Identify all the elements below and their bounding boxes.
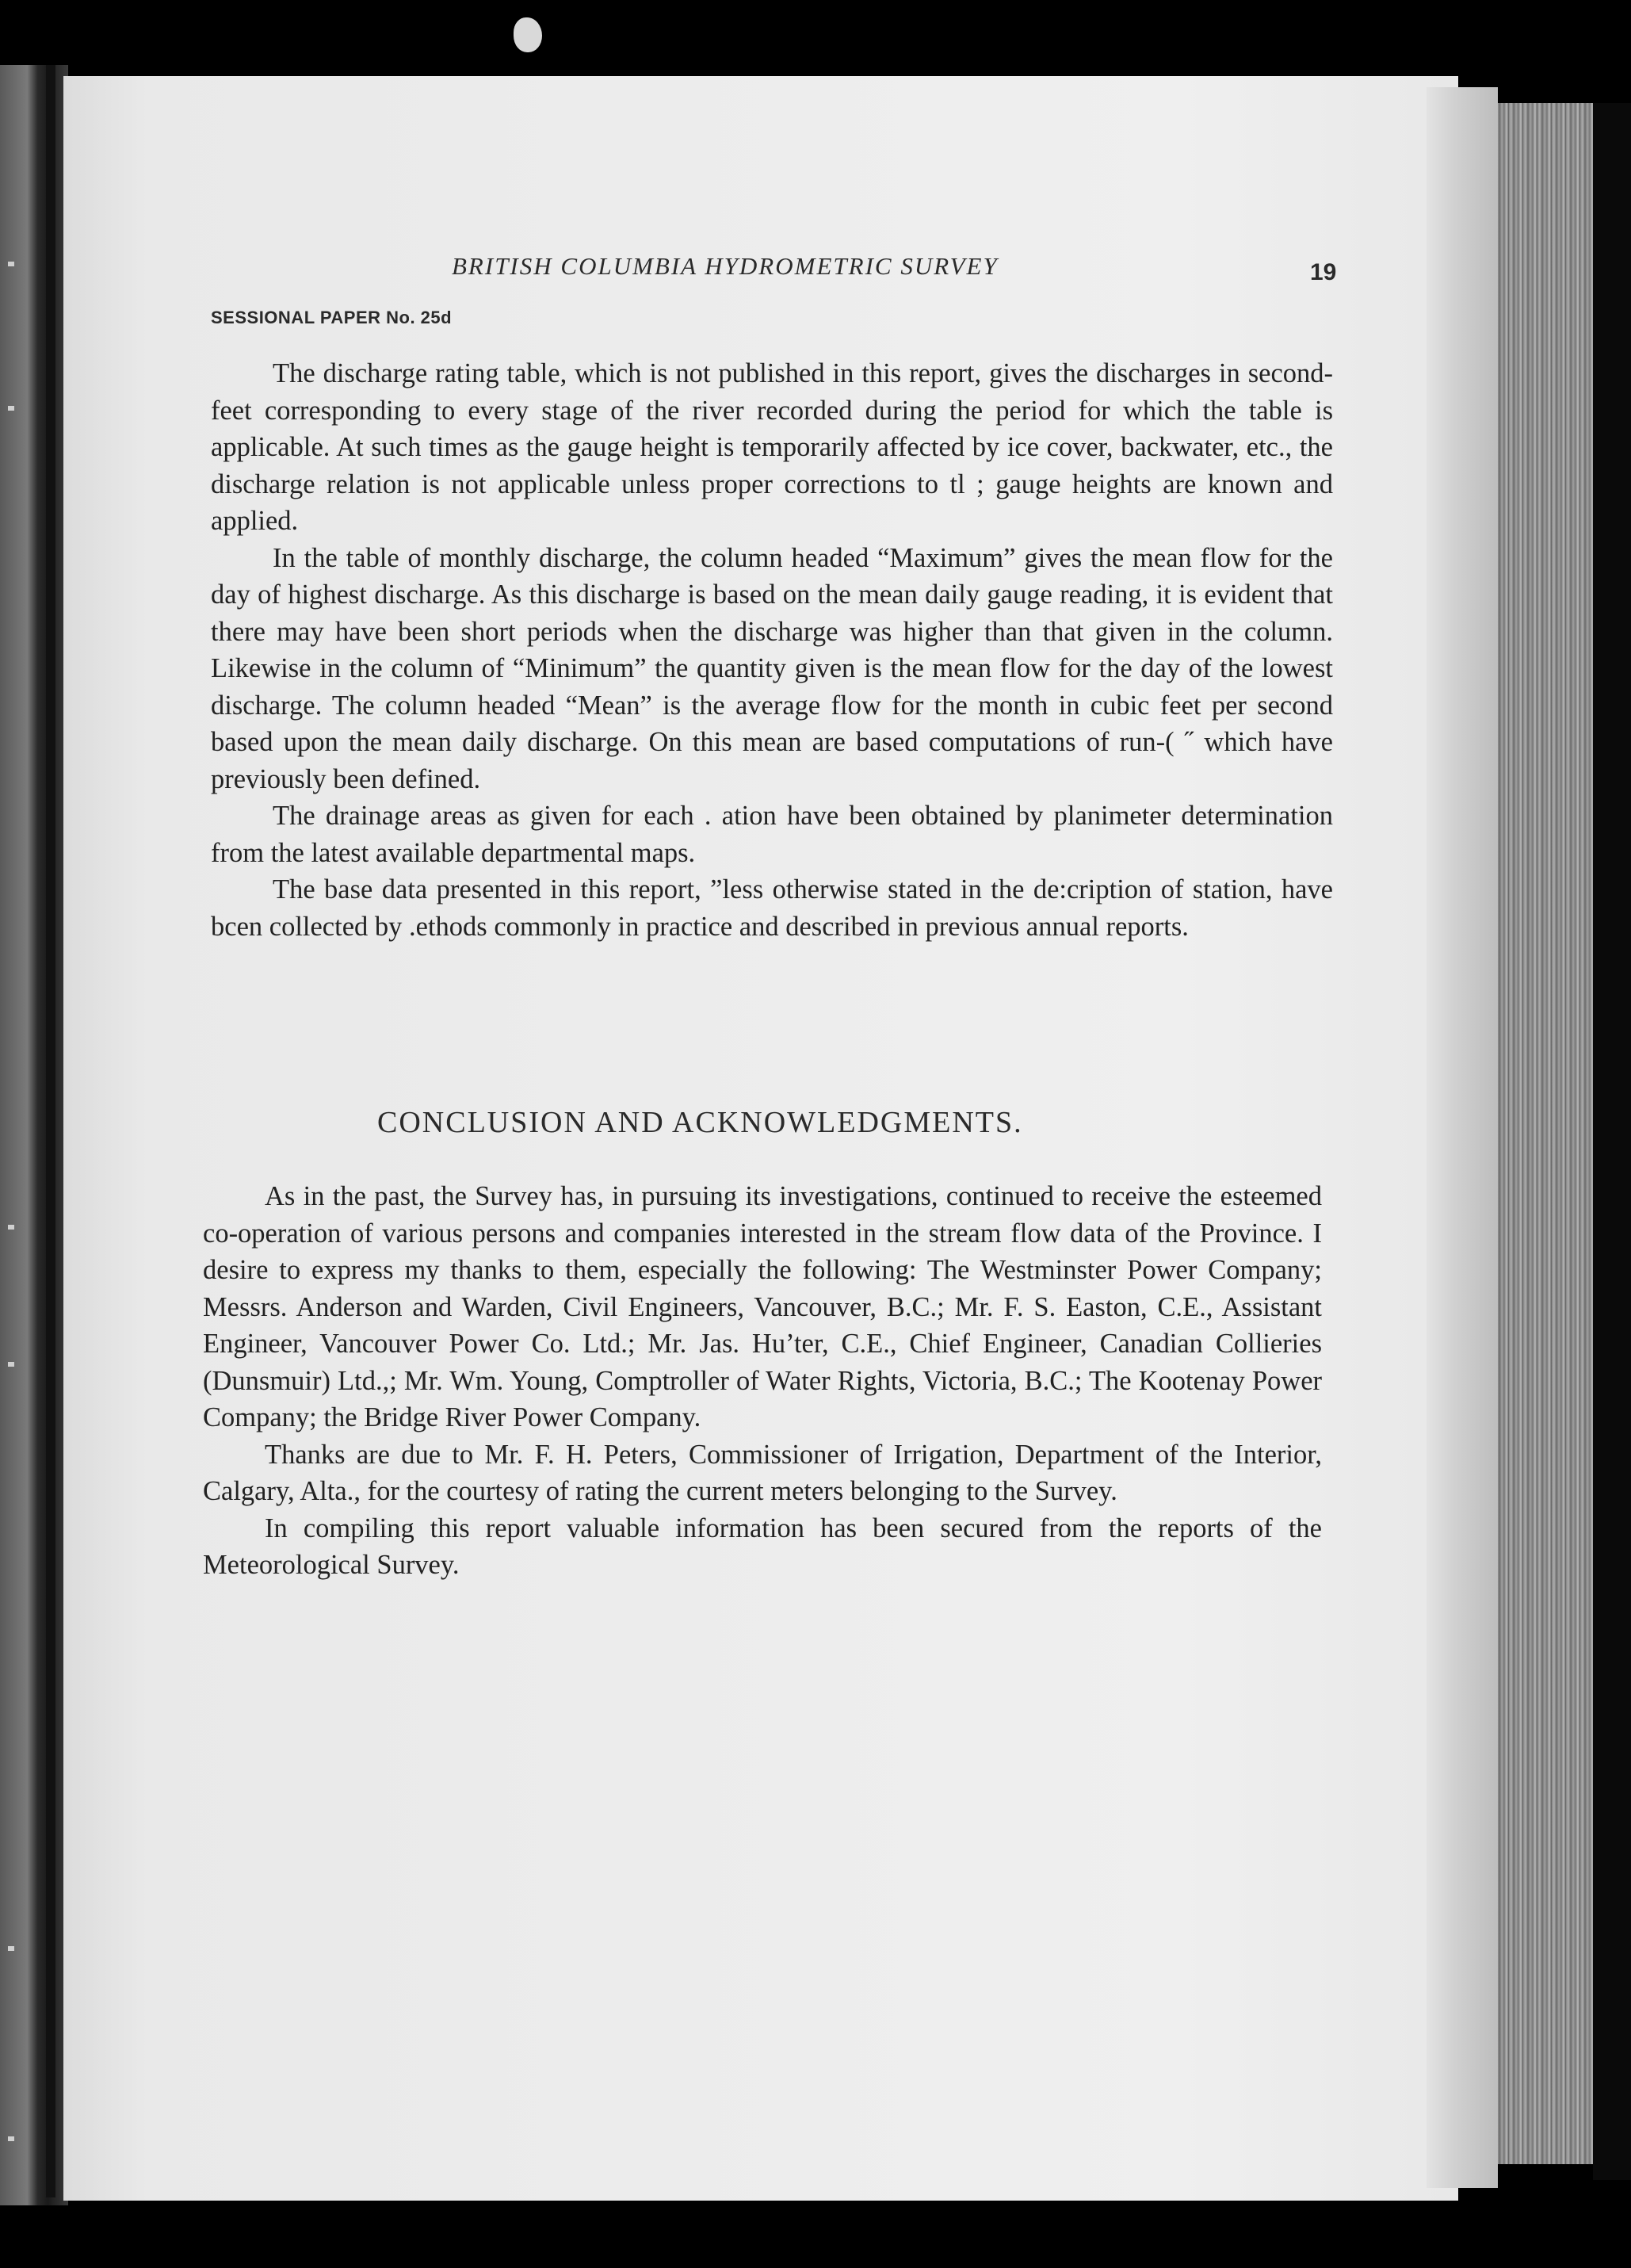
page-edge-shade <box>1427 87 1498 2188</box>
paragraph-drainage-areas: The drainage areas as given for each . ation have been obtained by planimeter determination from the latest available departmental maps. <box>211 801 1333 868</box>
page-number: 19 <box>1310 259 1337 285</box>
section-heading: CONCLUSION AND ACKNOWLEDGMENTS. <box>377 1106 1023 1139</box>
scan-blot <box>514 17 542 52</box>
paragraph-base-data: The base data presented in this report, ”less otherwise stated in the de:cription of station, have bcen collected by .ethods commonly in practice and described in previous annual reports. <box>211 874 1333 942</box>
margin-mark <box>8 1225 14 1230</box>
paragraph-rating-table: The discharge rating table, which is not published in this report, gives the discharges in second-feet corresponding to every stage of the river recorded during the period for which the table is applicable. At such times as the gauge height is temporarily affected by ice cover, backwater, etc., the discharge relation is not applicable unless proper corrections to tl ; gauge heights are known and applied. <box>211 358 1333 536</box>
sessional-paper-label: SESSIONAL PAPER No. 25d <box>211 308 453 327</box>
margin-mark <box>8 406 14 411</box>
binding-shadow <box>46 65 55 2197</box>
running-head: BRITISH COLUMBIA HYDROMETRIC SURVEY <box>452 252 999 280</box>
paragraph-thanks: Thanks are due to Mr. F. H. Peters, Commissioner of Irrigation, Department of the Interior, Calgary, Alta., for the courtesy of rating the current meters belonging to the Survey. <box>203 1439 1322 1506</box>
intro-text-block <box>211 355 1333 945</box>
left-binding-edge <box>0 65 68 2205</box>
margin-mark <box>8 2136 14 2141</box>
margin-mark <box>8 1362 14 1367</box>
paragraph-acknowledgments: As in the past, the Survey has, in pursuing its investigations, continued to receive the esteemed co-operation of various persons and companies interested in the stream flow data of the Province. I desire to express my thanks to them, especially the following: The Westminster Power Company; Messrs. Anderson and Warden, Civil Engineers, Vancouver, B.C.; Mr. F. S. Easton, C.E., Assistant Engineer, Vancouver Power Co. Ltd.; Mr. Jas. Hu’ter, C.E., Chief Engineer, Canadian Collieries (Dunsmuir) Ltd.,; Mr. Wm. Young, Comptroller of Water Rights, Victoria, B.C.; The Kootenay Power Company; the Bridge River Power Company. <box>203 1181 1322 1432</box>
margin-mark <box>8 1946 14 1951</box>
margin-mark <box>8 262 14 266</box>
paragraph-monthly-discharge: In the table of monthly discharge, the column headed “Maximum” gives the mean flow for the day of highest discharge. As this discharge is based on the mean daily gauge reading, it is evident that there may have been short periods when the discharge was higher than that given in the column. Likewise in the column of “Minimum” the quantity given is the mean flow for the day of the lowest discharge. The column headed “Mean” is the average flow for the month in cubic feet per second based upon the mean daily discharge. On this mean are based computations of run-( ˝ which have previously been defined. <box>211 542 1333 794</box>
paragraph-meteorological: In compiling this report valuable information has been secured from the reports of the Meteorological Survey. <box>203 1513 1322 1580</box>
scan-border-right <box>1593 103 1631 2180</box>
acknowledgments-text-block <box>203 1178 1322 1584</box>
